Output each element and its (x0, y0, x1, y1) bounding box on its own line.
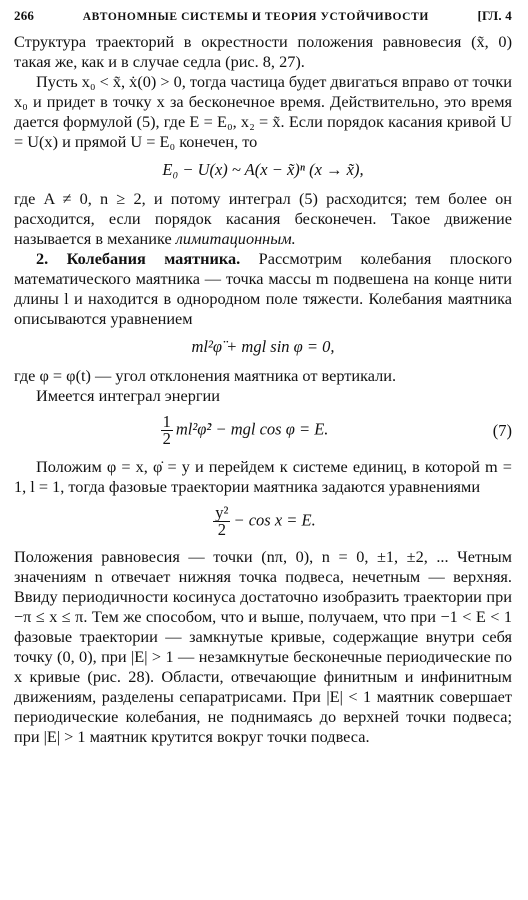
fraction-y-squared-half (213, 505, 230, 538)
paragraph-4-text: Рассмотрим колебания плоского математического маятника — точка массы m подвешена на конце нити длины l и находится в однородном поле тяжести. Колебания маятника описываются уравнением (14, 249, 512, 328)
formula-energy-rest: ml²φ̇² − mgl cos φ = E. (175, 419, 329, 439)
paragraph-1: Структура траекторий в окрестности положения равновесия (x̃, 0) такая же, как и в случае седла (рис. 8, 27). (14, 32, 512, 71)
term-limitation: лимитационным. (175, 229, 296, 248)
page-number: 266 (14, 8, 35, 23)
paragraph-3 (14, 189, 512, 249)
running-header (14, 8, 512, 24)
chapter-label: [ГЛ. 4 (477, 8, 512, 23)
paragraph-7: Положим φ = x, φ̇ = y и перейдем к системе единиц, в которой m = 1, l = 1, тогда фазовые траектории маятника задаются уравнениями (14, 457, 512, 496)
fraction-numerator: 1 (162, 412, 171, 431)
formula-energy-body (14, 414, 472, 447)
paragraph-8: Положения равновесия — точки (nπ, 0), n = 0, ±1, ±2, ... Четным значениям n отвечает нижняя точка подвеса, нечетным — верхняя. Ввиду периодичности косинуса достаточно изобразить траектории при −π ≤ x ≤ π. Тем же способом, что и выше, получаем, что при −1 < E < 1 фазовые траектории — замкнутые кривые, содержащие внутри себя точку (0, 0), при |E| > 1 — незамкнутые бесконечные периодические по x кривые (рис. 28). Области, отвечающие финитным и инфинитным движениям, разделены сепаратрисами. При |E| < 1 маятник совершает периодические колебания, не поднимаясь до верхней точки подвеса; при |E| > 1 маятник крутится вокруг точки подвеса. (14, 547, 512, 746)
formula-phase-trajectories (14, 505, 512, 538)
fraction-one-half (161, 414, 173, 447)
formula-pendulum-equation: ml²φ̈ + mgl sin φ = 0, (191, 337, 335, 356)
fraction-denominator: 2 (217, 520, 226, 539)
formula-phase-rest: − cos x = E. (233, 510, 316, 530)
formula-tangency: E₀ − U(x) ~ A(x − x̃)ⁿ (x → x̃), (162, 160, 364, 179)
paragraph-3-text: где A ≠ 0, n ≥ 2, и потому интеграл (5) расходится; тем более он расходится, если порядок касания бесконечен. Такое движение называется в механике (14, 189, 512, 248)
paragraph-2: Пусть x₀ < x̃, ẋ(0) > 0, тогда частица будет двигаться вправо от точки x₀ и придет в точку x за бесконечное время. Действительно, это время дается формулой (5), где E = E₀, x₂ = x̃. Если порядок касания кривой U = U(x) и прямой U = E₀ конечен, то (14, 72, 512, 151)
formula-energy-integral (14, 414, 512, 447)
paragraph-4 (14, 249, 512, 329)
paragraph-5: где φ = φ(t) — угол отклонения маятника от вертикали. (14, 366, 397, 385)
fraction-denominator: 2 (162, 429, 171, 448)
equation-number: (7) (492, 420, 512, 440)
fraction-numerator: y² (215, 503, 229, 522)
paragraph-6: Имеется интеграл энергии (36, 386, 220, 405)
section-heading: 2. Колебания маятника. (36, 249, 241, 268)
running-title: АВТОНОМНЫЕ СИСТЕМЫ И ТЕОРИЯ УСТОЙЧИВОСТИ (82, 11, 429, 23)
